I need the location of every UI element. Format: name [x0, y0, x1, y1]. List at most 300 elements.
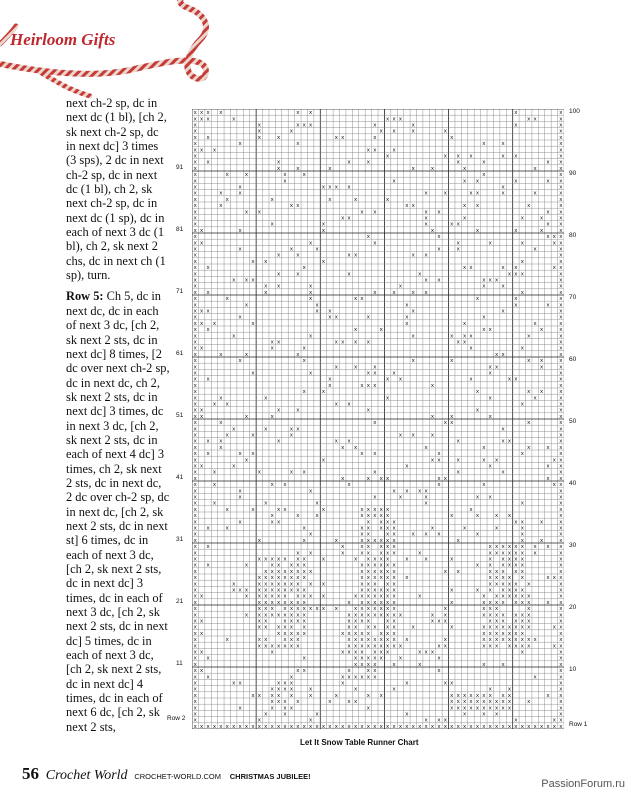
- chart-stitch-mark: x: [501, 587, 505, 594]
- chart-left-row-label: 71: [176, 287, 184, 295]
- chart-stitch-mark: x: [475, 203, 479, 210]
- chart-stitch-mark: x: [366, 525, 370, 532]
- chart-stitch-mark: x: [193, 196, 197, 203]
- chart-stitch-mark: x: [533, 165, 537, 172]
- chart-stitch-mark: x: [456, 568, 460, 575]
- chart-stitch-mark: x: [193, 122, 197, 129]
- chart-stitch-mark: x: [520, 649, 524, 656]
- chart-stitch-mark: x: [193, 116, 197, 123]
- chart-stitch-mark: x: [366, 537, 370, 544]
- chart-stitch-mark: x: [392, 686, 396, 693]
- chart-stitch-mark: x: [347, 215, 351, 222]
- chart-stitch-mark: x: [527, 116, 531, 123]
- chart-stitch-mark: x: [277, 643, 281, 650]
- chart-stitch-mark: x: [437, 618, 441, 625]
- chart-stitch-mark: x: [277, 587, 281, 594]
- chart-stitch-mark: x: [508, 575, 511, 582]
- chart-stitch-mark: x: [341, 550, 345, 557]
- chart-stitch-mark: x: [488, 599, 492, 606]
- chart-stitch-mark: x: [309, 692, 313, 699]
- chart-stitch-mark: x: [289, 432, 293, 439]
- chart-stitch-mark: x: [193, 227, 197, 234]
- chart-stitch-mark: x: [366, 575, 370, 582]
- chart-stitch-mark: x: [360, 451, 364, 458]
- chart-stitch-mark: x: [360, 544, 364, 551]
- chart-stitch-mark: x: [450, 556, 454, 563]
- chart-stitch-mark: x: [508, 587, 511, 594]
- chart-stitch-mark: x: [341, 444, 345, 451]
- chart-stitch-mark: x: [424, 649, 428, 656]
- chart-stitch-mark: x: [225, 506, 229, 513]
- chart-stitch-mark: x: [354, 364, 358, 371]
- chart-right-row-label: 100: [569, 108, 580, 115]
- chart-stitch-mark: x: [559, 184, 563, 191]
- chart-stitch-mark: x: [443, 568, 447, 575]
- chart-right-row-label: 10: [569, 666, 577, 673]
- chart-stitch-mark: x: [257, 618, 261, 625]
- chart-stitch-mark: x: [514, 643, 518, 650]
- chart-stitch-mark: x: [232, 426, 236, 433]
- chart-stitch-mark: x: [418, 271, 422, 278]
- chart-stitch-mark: x: [559, 699, 563, 706]
- chart-stitch-mark: x: [508, 593, 511, 600]
- chart-stitch-mark: x: [501, 351, 505, 358]
- chart-stitch-mark: x: [302, 345, 306, 352]
- chart-stitch-mark: x: [386, 537, 390, 544]
- chart-stitch-mark: x: [392, 624, 396, 631]
- chart-stitch-mark: x: [193, 649, 197, 656]
- chart-stitch-mark: x: [296, 271, 300, 278]
- chart-stitch-mark: x: [373, 643, 377, 650]
- chart-stitch-mark: x: [277, 680, 281, 687]
- chart-stitch-mark: x: [373, 587, 377, 594]
- chart-stitch-mark: x: [559, 128, 563, 135]
- chart-stitch-mark: x: [533, 637, 537, 644]
- chart-stitch-mark: x: [379, 593, 383, 600]
- chart-stitch-mark: x: [219, 395, 223, 402]
- chart-stitch-mark: x: [559, 147, 563, 154]
- chart-stitch-mark: x: [347, 599, 351, 606]
- chart-stitch-mark: x: [366, 556, 370, 563]
- chart-stitch-mark: x: [559, 339, 563, 346]
- chart-stitch-mark: x: [437, 643, 441, 650]
- chart-stitch-mark: x: [315, 711, 319, 718]
- chart-stitch-mark: x: [488, 277, 492, 284]
- chart-stitch-mark: x: [514, 271, 518, 278]
- chart-stitch-mark: x: [309, 686, 313, 693]
- chart-stitch-mark: x: [514, 562, 518, 569]
- chart-stitch-mark: x: [334, 537, 338, 544]
- chart-stitch-mark: x: [238, 705, 242, 712]
- chart-stitch-mark: x: [405, 575, 409, 582]
- chart-stitch-mark: x: [193, 296, 197, 303]
- chart-stitch-mark: x: [360, 630, 364, 637]
- chart-stitch-mark: x: [501, 308, 505, 315]
- chart-stitch-mark: x: [514, 618, 518, 625]
- chart-stitch-mark: x: [309, 296, 313, 303]
- chart-stitch-mark: x: [245, 277, 248, 284]
- chart-stitch-mark: x: [495, 612, 499, 619]
- chart-stitch-mark: x: [508, 630, 511, 637]
- chart-stitch-mark: x: [366, 630, 370, 637]
- chart-stitch-mark: x: [386, 562, 390, 569]
- chart-stitch-mark: x: [264, 568, 268, 575]
- chart-stitch-mark: x: [366, 661, 370, 668]
- chart-stitch-mark: x: [193, 556, 197, 563]
- chart-stitch-mark: x: [360, 674, 364, 681]
- chart-stitch-mark: x: [501, 612, 505, 619]
- chart-stitch-mark: x: [463, 705, 467, 712]
- chart-stitch-mark: x: [322, 506, 325, 513]
- chart-stitch-mark: x: [559, 153, 563, 160]
- chart-stitch-mark: x: [559, 482, 563, 489]
- chart-stitch-mark: x: [501, 438, 505, 445]
- chart-stitch-mark: x: [302, 655, 306, 662]
- chart-stitch-mark: x: [488, 587, 492, 594]
- chart-stitch-mark: x: [392, 723, 396, 729]
- chart-stitch-mark: x: [546, 723, 550, 729]
- chart-stitch-mark: x: [424, 190, 428, 197]
- chart-stitch-mark: x: [392, 599, 396, 606]
- watermark: PassionForum.ru: [541, 778, 625, 790]
- chart-stitch-mark: x: [296, 562, 300, 569]
- chart-stitch-mark: x: [200, 320, 204, 327]
- chart-stitch-mark: x: [245, 587, 248, 594]
- chart-stitch-mark: x: [373, 556, 377, 563]
- chart-stitch-mark: x: [546, 475, 550, 482]
- chart-stitch-mark: x: [482, 444, 486, 451]
- chart-stitch-mark: x: [264, 637, 268, 644]
- chart-stitch-mark: x: [289, 581, 293, 588]
- chart-stitch-mark: x: [238, 494, 242, 501]
- chart-right-row-label: 30: [569, 542, 577, 549]
- chart-stitch-mark: x: [559, 575, 563, 582]
- chart-stitch-mark: x: [277, 599, 281, 606]
- chart-stitch-mark: x: [392, 612, 396, 619]
- chart-stitch-mark: x: [475, 389, 479, 396]
- chart-stitch-mark: x: [277, 556, 281, 563]
- chart-stitch-mark: x: [386, 624, 390, 631]
- chart-stitch-mark: x: [257, 122, 261, 129]
- chart-stitch-mark: x: [296, 407, 300, 414]
- chart-stitch-mark: x: [379, 544, 383, 551]
- chart-stitch-mark: x: [264, 587, 268, 594]
- chart-stitch-mark: x: [309, 550, 313, 557]
- chart-stitch-mark: x: [392, 606, 396, 613]
- chart-stitch-mark: x: [373, 122, 377, 129]
- chart-stitch-mark: x: [225, 296, 229, 303]
- chart-stitch-mark: x: [514, 637, 518, 644]
- chart-stitch-mark: x: [193, 178, 197, 185]
- pattern-instructions: [66, 96, 170, 741]
- chart-stitch-mark: x: [559, 159, 563, 166]
- chart-stitch-mark: x: [302, 618, 306, 625]
- chart-stitch-mark: x: [225, 172, 229, 179]
- chart-stitch-mark: x: [277, 339, 281, 346]
- chart-stitch-mark: x: [302, 723, 306, 729]
- chart-stitch-mark: x: [270, 705, 274, 712]
- chart-stitch-mark: x: [264, 426, 268, 433]
- chart-stitch-mark: x: [533, 723, 537, 729]
- chart-left-row-label: 91: [176, 163, 184, 171]
- chart-stitch-mark: x: [443, 612, 447, 619]
- chart-stitch-mark: x: [520, 723, 524, 729]
- chart-stitch-mark: x: [193, 345, 197, 352]
- chart-stitch-mark: x: [264, 575, 268, 582]
- chart-stitch-mark: x: [347, 643, 351, 650]
- chart-stitch-mark: x: [424, 723, 428, 729]
- chart-stitch-mark: x: [309, 531, 313, 538]
- chart-stitch-mark: x: [508, 699, 511, 706]
- chart-stitch-mark: x: [360, 649, 364, 656]
- chart-stitch-mark: x: [322, 389, 325, 396]
- chart-stitch-mark: x: [270, 593, 274, 600]
- chart-stitch-mark: x: [520, 289, 524, 296]
- chart-stitch-mark: x: [482, 277, 486, 284]
- chart-stitch-mark: x: [482, 457, 486, 464]
- chart-stitch-mark: x: [482, 314, 486, 321]
- chart-stitch-mark: x: [373, 469, 377, 476]
- chart-stitch-mark: x: [386, 643, 390, 650]
- chart-stitch-mark: x: [482, 159, 486, 166]
- chart-stitch-mark: x: [309, 110, 313, 117]
- chart-stitch-mark: x: [559, 246, 563, 253]
- chart-stitch-mark: x: [463, 711, 467, 718]
- chart-stitch-mark: x: [559, 358, 563, 365]
- chart-stitch-mark: x: [508, 637, 511, 644]
- chart-stitch-mark: x: [347, 630, 351, 637]
- chart-stitch-mark: x: [315, 500, 319, 507]
- chart-stitch-mark: x: [302, 606, 306, 613]
- chart-stitch-mark: x: [527, 593, 531, 600]
- chart-stitch-mark: x: [373, 568, 377, 575]
- chart-stitch-mark: x: [366, 407, 370, 414]
- chart-stitch-mark: x: [270, 587, 274, 594]
- chart-stitch-mark: x: [257, 723, 261, 729]
- chart-stitch-mark: x: [289, 469, 293, 476]
- chart-stitch-mark: x: [559, 655, 563, 662]
- chart-stitch-mark: x: [366, 506, 370, 513]
- chart-stitch-mark: x: [495, 624, 499, 631]
- chart-stitch-mark: x: [552, 723, 556, 729]
- chart-stitch-mark: x: [437, 482, 441, 489]
- chart-stitch-mark: x: [289, 674, 293, 681]
- chart-stitch-mark: x: [488, 370, 492, 377]
- chart-stitch-mark: x: [508, 562, 511, 569]
- chart-stitch-mark: x: [289, 624, 293, 631]
- chart-stitch-mark: x: [392, 289, 396, 296]
- chart-stitch-mark: x: [514, 593, 518, 600]
- chart-stitch-mark: x: [501, 469, 505, 476]
- chart-stitch-mark: x: [283, 593, 287, 600]
- chart-stitch-mark: x: [354, 630, 358, 637]
- chart-stitch-mark: x: [277, 159, 281, 166]
- chart-stitch-mark: x: [488, 723, 492, 729]
- chart-stitch-mark: x: [193, 289, 197, 296]
- chart-stitch-mark: x: [514, 599, 518, 606]
- chart-stitch-mark: x: [354, 674, 358, 681]
- chart-stitch-mark: x: [328, 308, 332, 315]
- chart-stitch-mark: x: [501, 705, 505, 712]
- chart-stitch-mark: x: [559, 674, 563, 681]
- chart-stitch-mark: x: [354, 655, 358, 662]
- chart-stitch-mark: x: [379, 525, 383, 532]
- chart-stitch-mark: x: [456, 339, 460, 346]
- chart-stitch-mark: x: [411, 531, 415, 538]
- chart-stitch-mark: x: [520, 618, 524, 625]
- chart-stitch-mark: x: [411, 128, 415, 135]
- chart-stitch-mark: x: [296, 630, 300, 637]
- chart-stitch-mark: x: [527, 643, 531, 650]
- chart-stitch-mark: x: [225, 637, 229, 644]
- chart-stitch-mark: x: [283, 624, 287, 631]
- chart-stitch-mark: x: [418, 488, 422, 495]
- chart-stitch-mark: x: [424, 289, 428, 296]
- chart-stitch-mark: x: [302, 612, 306, 619]
- chart-stitch-mark: x: [520, 544, 524, 551]
- chart-stitch-mark: x: [245, 562, 248, 569]
- chart-stitch-mark: x: [386, 618, 390, 625]
- chart-stitch-mark: x: [405, 320, 409, 327]
- chart-stitch-mark: x: [315, 302, 319, 309]
- chart-stitch-mark: x: [360, 382, 364, 389]
- chart-stitch-mark: x: [251, 692, 255, 699]
- chart-stitch-mark: x: [495, 618, 499, 625]
- chart-stitch-mark: x: [559, 438, 563, 445]
- chart-stitch-mark: x: [559, 531, 563, 538]
- chart-stitch-mark: x: [193, 221, 197, 228]
- chart-stitch-mark: x: [495, 513, 499, 520]
- chart-stitch-mark: x: [277, 568, 281, 575]
- chart-stitch-mark: x: [373, 655, 377, 662]
- chart-stitch-mark: x: [219, 420, 223, 427]
- chart-stitch-mark: x: [193, 711, 197, 718]
- chart-stitch-mark: x: [475, 705, 479, 712]
- chart-stitch-mark: x: [302, 122, 306, 129]
- chart-stitch-mark: x: [450, 599, 454, 606]
- chart-stitch-mark: x: [277, 407, 281, 414]
- chart-stitch-mark: x: [264, 556, 268, 563]
- chart-stitch-mark: x: [245, 302, 248, 309]
- chart-stitch-mark: x: [559, 500, 563, 507]
- chart-stitch-mark: x: [193, 568, 197, 575]
- chart-stitch-mark: x: [450, 680, 454, 687]
- chart-stitch-mark: x: [559, 686, 563, 693]
- chart-stitch-mark: x: [296, 165, 300, 172]
- chart-stitch-mark: x: [341, 475, 345, 482]
- chart-stitch-mark: x: [488, 692, 492, 699]
- chart-stitch-mark: x: [475, 513, 479, 520]
- chart-stitch-mark: x: [366, 723, 370, 729]
- chart-stitch-mark: x: [257, 624, 261, 631]
- chart-stitch-mark: x: [366, 643, 370, 650]
- chart-stitch-mark: x: [283, 599, 287, 606]
- chart-stitch-mark: x: [283, 680, 287, 687]
- chart-stitch-mark: x: [296, 575, 300, 582]
- chart-stitch-mark: x: [475, 692, 479, 699]
- chart-stitch-mark: x: [559, 172, 563, 179]
- chart-stitch-mark: x: [411, 358, 415, 365]
- chart-stitch-mark: x: [245, 172, 248, 179]
- chart-stitch-mark: x: [193, 110, 197, 117]
- chart-stitch-mark: x: [386, 196, 390, 203]
- chart-stitch-mark: x: [296, 141, 300, 148]
- chart-stitch-mark: x: [302, 556, 306, 563]
- chart-stitch-mark: x: [495, 593, 499, 600]
- chart-stitch-mark: x: [366, 599, 370, 606]
- chart-stitch-mark: x: [379, 513, 383, 520]
- chart-stitch-mark: x: [527, 581, 531, 588]
- chart-stitch-mark: x: [469, 705, 473, 712]
- chart-stitch-mark: x: [386, 568, 390, 575]
- chart-stitch-mark: x: [501, 618, 505, 625]
- chart-stitch-mark: x: [296, 668, 300, 675]
- chart-stitch-mark: x: [354, 606, 358, 613]
- chart-stitch-mark: x: [354, 612, 358, 619]
- chart-stitch-mark: x: [392, 116, 396, 123]
- chart-stitch-mark: x: [386, 556, 390, 563]
- chart-stitch-mark: x: [289, 680, 293, 687]
- chart-stitch-mark: x: [354, 649, 358, 656]
- chart-stitch-mark: x: [277, 519, 281, 526]
- chart-stitch-mark: x: [200, 668, 204, 675]
- chart-stitch-mark: x: [264, 618, 268, 625]
- chart-stitch-mark: x: [559, 469, 563, 476]
- chart-stitch-mark: x: [501, 141, 505, 148]
- chart-stitch-mark: x: [296, 568, 300, 575]
- chart-stitch-mark: x: [334, 692, 338, 699]
- chart-stitch-mark: x: [437, 531, 441, 538]
- chart-stitch-mark: x: [514, 122, 518, 129]
- chart-stitch-mark: x: [386, 513, 390, 520]
- chart-stitch-mark: x: [193, 314, 197, 321]
- chart-stitch-mark: x: [277, 699, 281, 706]
- chart-stitch-mark: x: [501, 699, 505, 706]
- chart-stitch-mark: x: [334, 339, 338, 346]
- chart-stitch-mark: x: [411, 432, 415, 439]
- chart-stitch-mark: x: [193, 513, 197, 520]
- chart-stitch-mark: x: [508, 581, 511, 588]
- chart-stitch-mark: x: [193, 283, 197, 290]
- chart-stitch-mark: x: [360, 661, 364, 668]
- chart-stitch-mark: x: [386, 376, 390, 383]
- chart-stitch-mark: x: [232, 680, 236, 687]
- chart-right-row-label: 40: [569, 480, 577, 487]
- chart-stitch-mark: x: [296, 556, 300, 563]
- chart-stitch-mark: x: [520, 271, 524, 278]
- chart-stitch-mark: x: [347, 438, 351, 445]
- chart-stitch-mark: x: [289, 426, 293, 433]
- chart-stitch-mark: x: [366, 606, 370, 613]
- chart-stitch-mark: x: [193, 165, 197, 172]
- chart-stitch-mark: x: [219, 190, 223, 197]
- chart-stitch-mark: x: [463, 265, 467, 272]
- chart-stitch-mark: x: [366, 587, 370, 594]
- chart-stitch-mark: x: [193, 705, 197, 712]
- chart-stitch-mark: x: [193, 680, 197, 687]
- chart-stitch-mark: x: [411, 723, 415, 729]
- chart-stitch-mark: x: [482, 624, 486, 631]
- chart-stitch-mark: x: [200, 147, 204, 154]
- chart-stitch-mark: x: [193, 258, 197, 265]
- chart-stitch-mark: x: [520, 451, 524, 458]
- chart-stitch-mark: x: [488, 612, 492, 619]
- chart-stitch-mark: x: [546, 234, 550, 241]
- chart-stitch-mark: x: [373, 537, 377, 544]
- chart-stitch-mark: x: [366, 624, 370, 631]
- chart-stitch-mark: x: [296, 612, 300, 619]
- chart-stitch-mark: x: [283, 705, 287, 712]
